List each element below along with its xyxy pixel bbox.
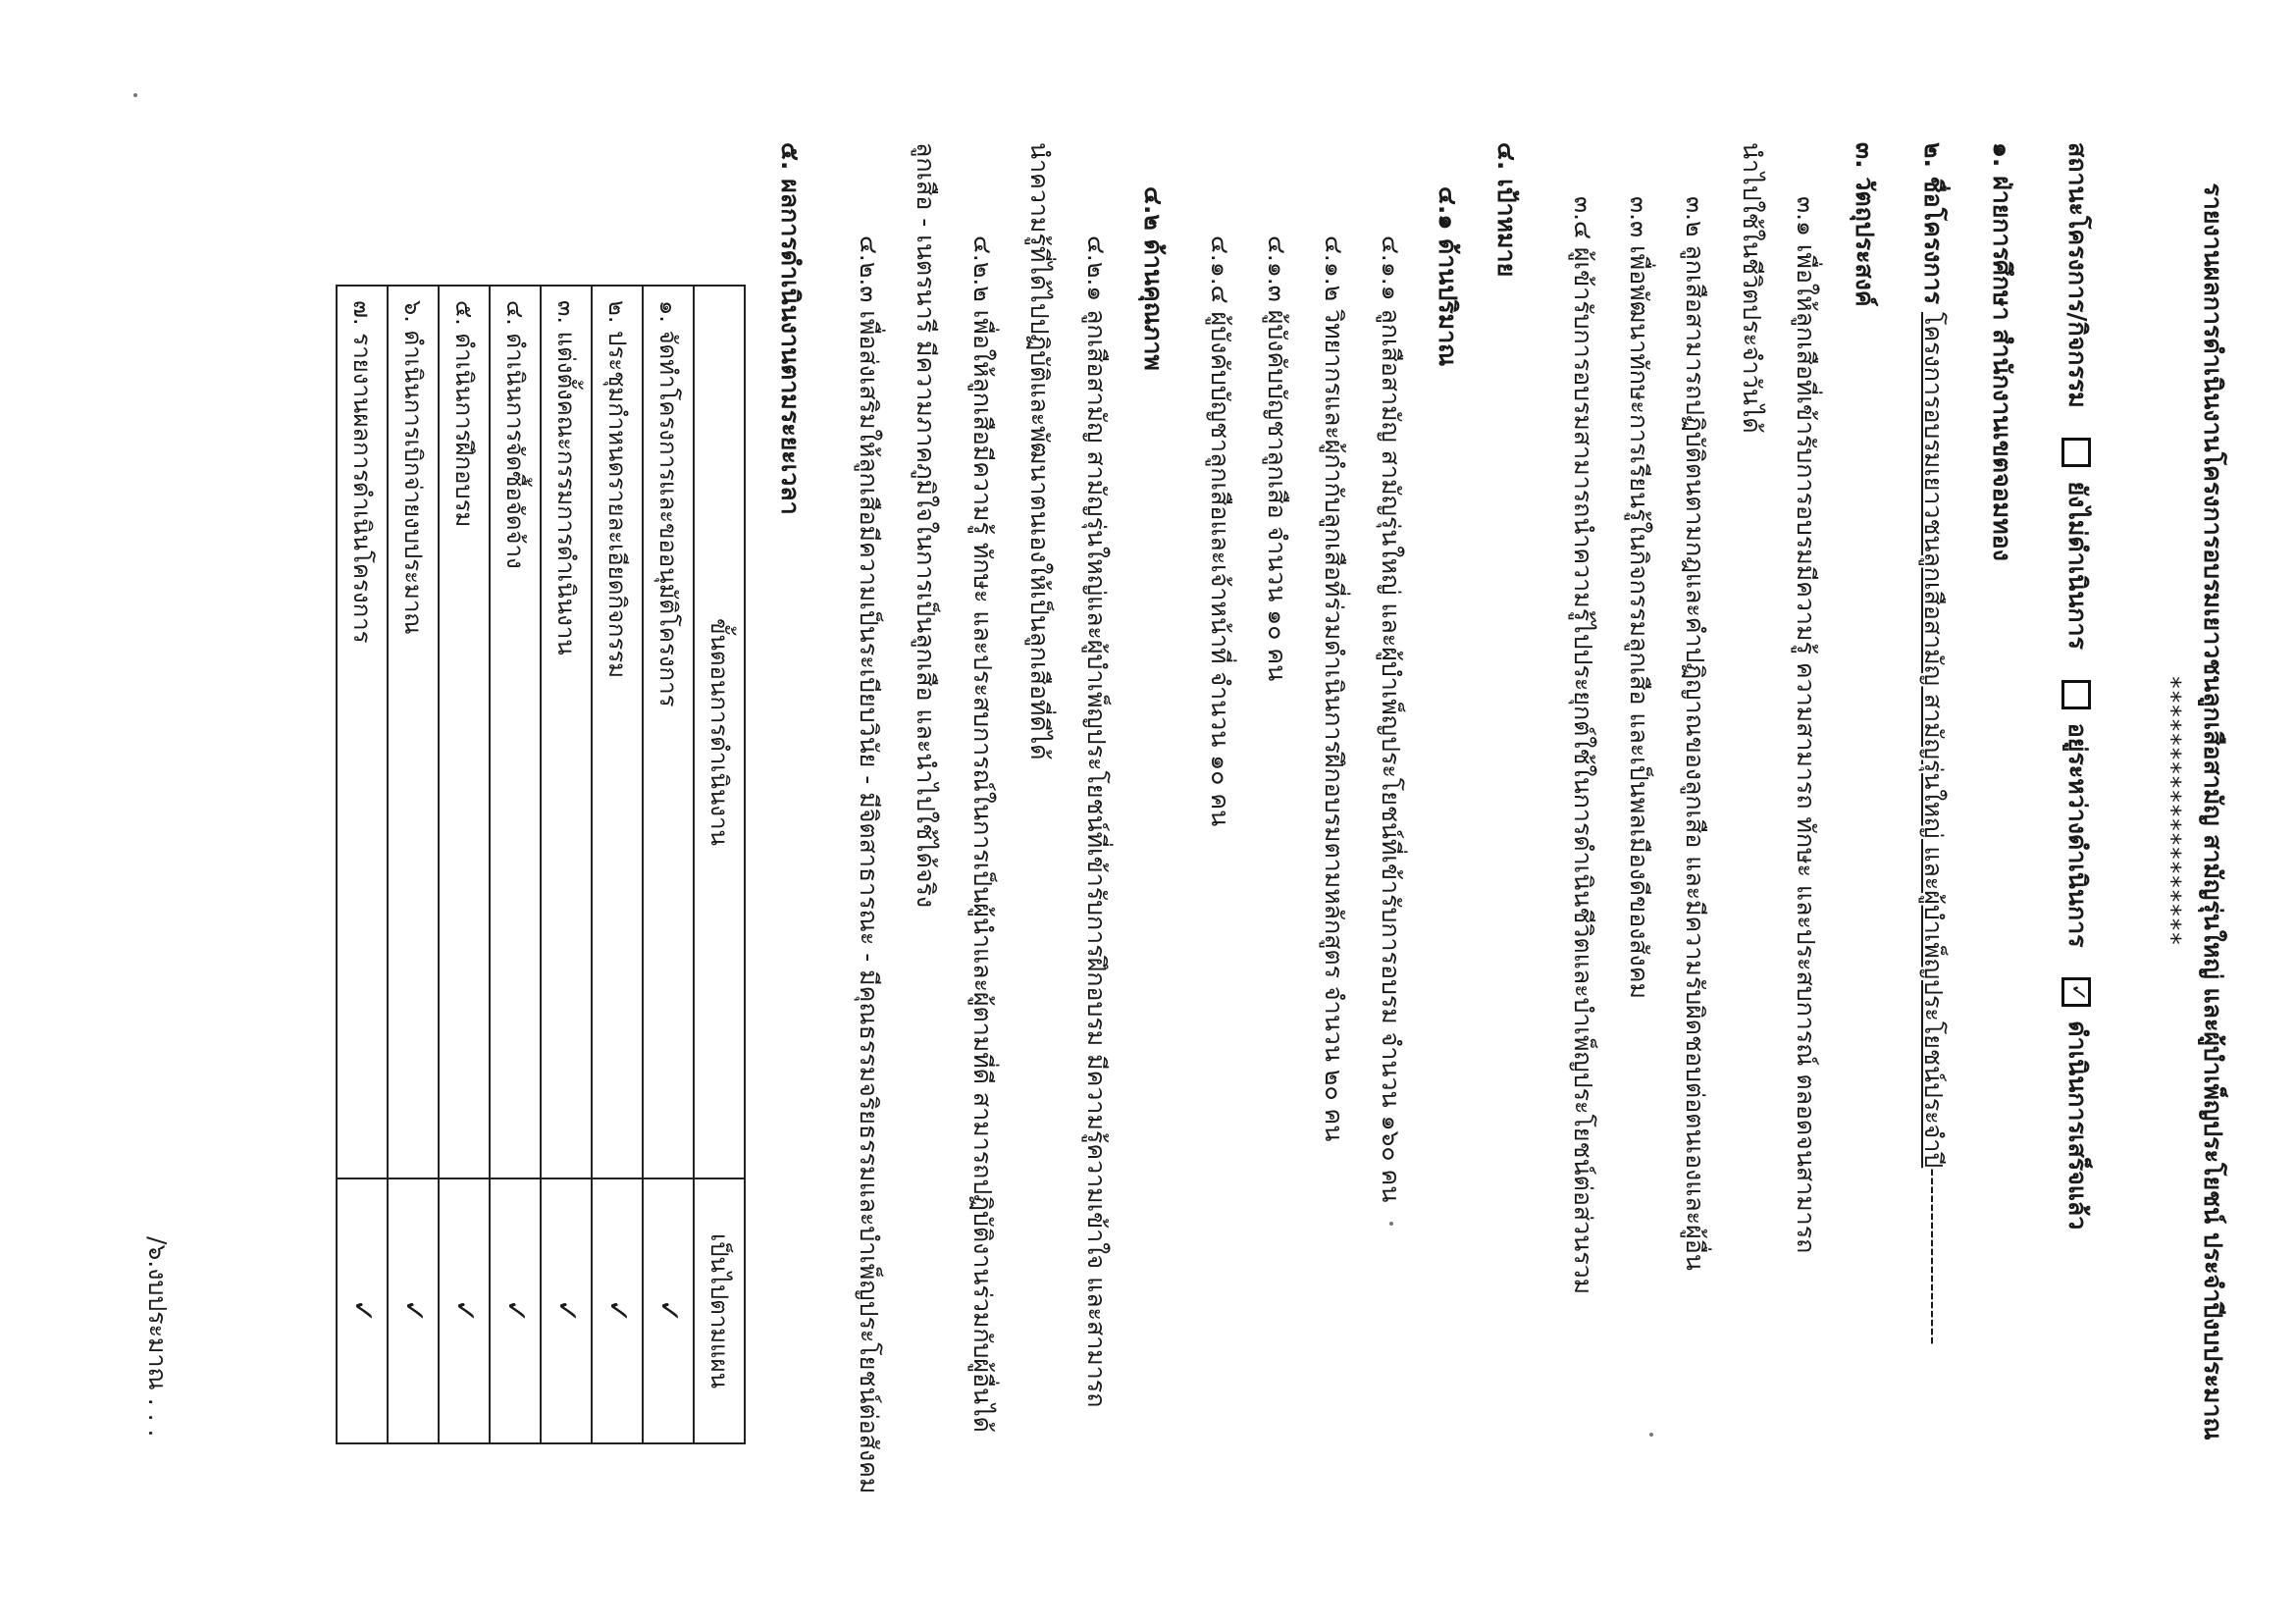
continuation-note: /๖.งบประมาณ . . .	[143, 1236, 172, 1438]
status-option-completed: ดำเนินการเสร็จแล้ว	[2063, 1021, 2092, 1230]
objective-1: ๓.๑ เพื่อให้ลูกเสือที่เข้ารับการอบรมมีความรู้ ความสามารถ ทักษะ และประสบการณ์ ตลอดจนสามารถ	[1792, 196, 1820, 1254]
status-checkbox-completed[interactable]	[2061, 977, 2091, 1007]
quantity-target-3: ๔.๑.๓ ผู้บังคับบัญชาลูกเสือ จำนวน ๑๐ คน	[1263, 236, 1291, 682]
table-row	[388, 286, 439, 1443]
quantity-heading: ๔.๑ ด้านปริมาณ	[1434, 186, 1462, 367]
project-name-dots: --------------------	[1919, 1168, 1948, 1345]
table-row	[592, 286, 643, 1443]
step-cell: ๔. ดำเนินการจัดซื้อจัดจ้าง	[490, 286, 541, 1178]
table-row	[337, 286, 388, 1443]
project-name-label: ๒. ชื่อโครงการ	[1919, 142, 1948, 305]
quality-target-3: ๔.๒.๓ เพื่อส่งเสริมให้ลูกเสือมีความเป็นระเบียบวินัย - มีจิตสาธารณะ - มีคุณธรรมจริยธรรมและบำเพ็ญประโยชน์ต่อสังคม	[855, 236, 883, 1494]
step-cell: ๑. จัดทำโครงการและขออนุมัติโครงการ	[643, 286, 694, 1178]
section-5-heading: ๕. ผลการดำเนินงานตามระยะเวลา	[776, 142, 805, 515]
check-mark-icon: ✓	[337, 1178, 388, 1443]
quantity-target-4: ๔.๑.๔ ผู้บังคับบัญชาลูกเสือและเจ้าหน้าที่ จำนวน ๑๐ คน	[1206, 236, 1234, 827]
section-1-department: ๑. ฝ่ายการศึกษา สำนักงานเขตจอมทอง	[1988, 142, 2016, 561]
scan-speck	[133, 93, 137, 97]
status-checkbox-in-progress[interactable]	[2061, 680, 2091, 709]
header-on-plan: เป็นไปตามแผน	[694, 1178, 745, 1443]
status-option-not-started: ยังไม่ดำเนินการ	[2063, 481, 2092, 650]
quality-heading: ๔.๒ ด้านคุณภาพ	[1139, 186, 1168, 371]
check-mark-icon: ✓	[643, 1178, 694, 1443]
progress-table	[336, 285, 746, 1444]
header-steps: ขั้นตอนการดำเนินงาน	[694, 286, 745, 1178]
section-4-heading: ๔. เป้าหมาย	[1492, 142, 1521, 278]
table-row	[643, 286, 694, 1443]
table-row	[541, 286, 592, 1443]
table-row	[490, 286, 541, 1443]
quality-target-1: ๔.๒.๑ ลูกเสือสามัญ สามัญรุ่นใหญ่และผู้บำเพ็ญประโยชน์ที่เข้ารับการฝึกอบรม มีความรู้ความเข้าใจ และสามารถ	[1082, 236, 1111, 1408]
table-header-row	[694, 286, 745, 1443]
document-title: รายงานผลการดำเนินงานโครงการอบรมเยาวชนลูกเสือสามัญ สามัญรุ่นใหญ่ และผู้บำเพ็ญประโยชน์ ประจำปีงบประมาณ	[2199, 183, 2227, 1440]
star-separator: *******************	[2158, 676, 2186, 947]
scan-speck	[1389, 1222, 1393, 1226]
quality-target-2-cont: ลูกเสือ - เนตรนารี มีความภาคภูมิใจในการเป็นลูกเสือ และนำไปใช้ได้จริง	[912, 142, 940, 909]
status-option-in-progress: อยู่ระหว่างดำเนินการ	[2063, 722, 2092, 948]
objective-3: ๓.๓ เพื่อพัฒนาทักษะการเรียนรู้ในกิจกรรมลูกเสือ และเป็นพลเมืองดีของสังคม	[1625, 196, 1653, 999]
check-mark-icon: ✓	[2065, 983, 2090, 1002]
table-row	[439, 286, 490, 1443]
check-mark-icon: ✓	[388, 1178, 439, 1443]
scan-speck	[1649, 1433, 1653, 1437]
section-2-project-name	[1918, 142, 1948, 1345]
project-name-value: โครงการอบรมเยาวชนลูกเสือสามัญ สามัญรุ่นใหญ่ และผู้บำเพ็ญประโยชน์ประจำปี	[1919, 312, 1948, 1169]
step-cell: ๓. แต่งตั้งคณะกรรมการดำเนินงาน	[541, 286, 592, 1178]
quantity-target-1: ๔.๑.๑ ลูกเสือสามัญ สามัญรุ่นใหญ่ และผู้บำเพ็ญประโยชน์ที่เข้ารับการอบรม จำนวน ๑๖๐ คน	[1377, 236, 1405, 1203]
objective-1-cont: นำไปใช้ในชีวิตประจำวันได้	[1738, 142, 1766, 434]
status-label: สถานะโครงการ/กิจกรรม	[2063, 142, 2092, 408]
objective-2: ๓.๒ ลูกเสือสามารถปฏิบัติตนตามกฎและคำปฏิญาณของลูกเสือ และมีความรับผิดชอบต่อตนเองและผู้อื่น	[1681, 196, 1709, 1271]
step-cell: ๒. ประชุมกำหนดรายละเอียดกิจกรรม	[592, 286, 643, 1178]
quality-target-1-cont: นำความรู้ที่ได้ไปปฏิบัติและพัฒนาตนเองให้เป็นลูกเสือที่ดีได้	[1025, 142, 1054, 760]
check-mark-icon: ✓	[541, 1178, 592, 1443]
quality-target-2: ๔.๒.๒ เพื่อให้ลูกเสือมีความรู้ ทักษะ และประสบการณ์ในการเป็นผู้นำและผู้ตามที่ดี สามารถปฏิบัติงานร่วมกับผู้อื่นได้	[968, 236, 997, 1433]
check-mark-icon: ✓	[592, 1178, 643, 1443]
section-3-heading: ๓. วัตถุประสงค์	[1851, 142, 1879, 307]
check-mark-icon: ✓	[439, 1178, 490, 1443]
check-mark-icon: ✓	[490, 1178, 541, 1443]
step-cell: ๖. ดำเนินการเบิกจ่ายงบประมาณ	[388, 286, 439, 1178]
step-cell: ๗. รายงานผลการดำเนินโครงการ	[337, 286, 388, 1178]
objective-4: ๓.๔ ผู้เข้ารับการอบรมสามารถนำความรู้ไปประยุกต์ใช้ในการดำเนินชีวิตและบำเพ็ญประโยชน์ต่อส่วนรวม	[1569, 196, 1597, 1295]
status-row	[2061, 142, 2092, 1230]
step-cell: ๕. ดำเนินการฝึกอบรม	[439, 286, 490, 1178]
quantity-target-2: ๔.๑.๒ วิทยากรและผู้กำกับลูกเสือที่ร่วมดำเนินการฝึกอบรมตามหลักสูตร จำนวน ๒๐ คน	[1320, 236, 1348, 1142]
status-checkbox-not-started[interactable]	[2061, 438, 2091, 467]
